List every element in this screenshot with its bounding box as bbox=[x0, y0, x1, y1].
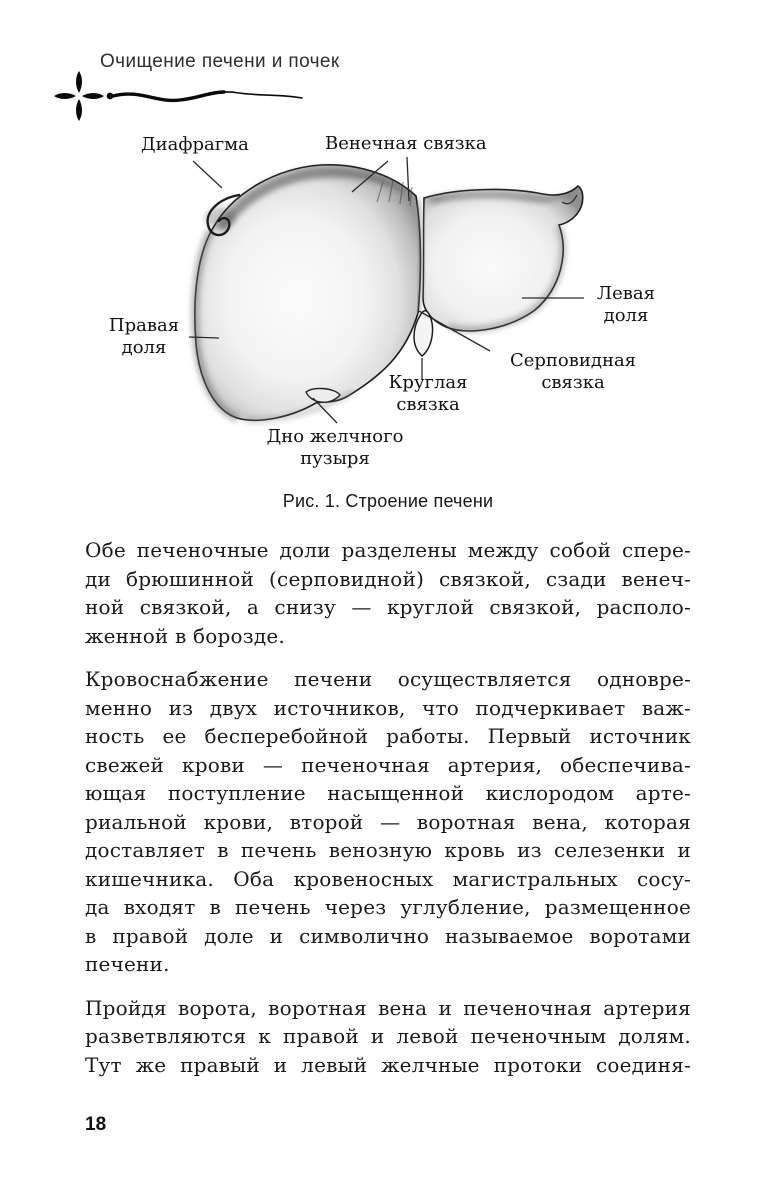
figure-label-coronary-ligament: Венечная связка bbox=[325, 133, 487, 154]
running-header-title: Очищение печени и почек bbox=[100, 51, 340, 72]
figure-label-gallbladder-fundus: Дно желчного пузыря bbox=[266, 426, 404, 469]
flourish-ornament-icon bbox=[52, 70, 310, 122]
figure-caption: Рис. 1. Строение печени bbox=[282, 491, 494, 511]
text-line: ющая поступление насыщенной кислородом арте- bbox=[85, 781, 691, 805]
text-line: Кровоснабжение печени осуществляется одновре- bbox=[85, 667, 691, 691]
text-line: в правой доле и символично называемое воротами bbox=[85, 923, 691, 948]
text-line: Обе печеночные доли разделены между собой спере- bbox=[85, 538, 691, 562]
text-line: да входят в печень через углубление, размещенное bbox=[85, 895, 691, 919]
text-line: кишечника. Оба кровеносных магистральных сосу- bbox=[85, 866, 691, 891]
figure-label-right-lobe: Правая доля bbox=[108, 315, 180, 358]
paragraph bbox=[85, 536, 691, 650]
text-line: женной в борозде. bbox=[85, 623, 285, 648]
text-line: ной связкой, а снизу — круглой связкой, располо- bbox=[85, 595, 691, 619]
text-line: ди брюшинной (серповидной) связкой, сзади венеч- bbox=[85, 566, 691, 591]
paragraph bbox=[85, 994, 691, 1080]
paragraph bbox=[85, 665, 691, 979]
liver-figure bbox=[85, 130, 685, 482]
body-text bbox=[85, 536, 691, 1094]
text-line: Тут же правый и левый желчные протоки соединя- bbox=[85, 1052, 691, 1077]
text-line: свежей крови — печеночная артерия, обеспечива- bbox=[85, 752, 691, 777]
figure-label-round-ligament: Круглая связка bbox=[388, 372, 468, 415]
text-line: ность ее бесперебойной работы. Первый источник bbox=[85, 724, 691, 748]
page-number: 18 bbox=[85, 1114, 107, 1135]
text-line: печени. bbox=[85, 952, 170, 976]
text-line: доставляет в печень венозную кровь из селезенки и bbox=[85, 838, 691, 862]
figure-label-diaphragm: Диафрагма bbox=[141, 134, 249, 155]
left-lobe-shape bbox=[423, 186, 583, 331]
figure-label-left-lobe: Левая доля bbox=[597, 283, 655, 326]
text-line: менно из двух источников, что подчеркивает важ- bbox=[85, 695, 691, 720]
text-line: Пройдя ворота, воротная вена и печеночная артерия bbox=[85, 995, 691, 1020]
text-line: риальной крови, второй — воротная вена, которая bbox=[85, 809, 691, 834]
figure-label-falciform-ligament: Серповидная связка bbox=[509, 350, 637, 393]
text-line: разветвляются к правой и левой печеночным долям. bbox=[85, 1024, 691, 1048]
